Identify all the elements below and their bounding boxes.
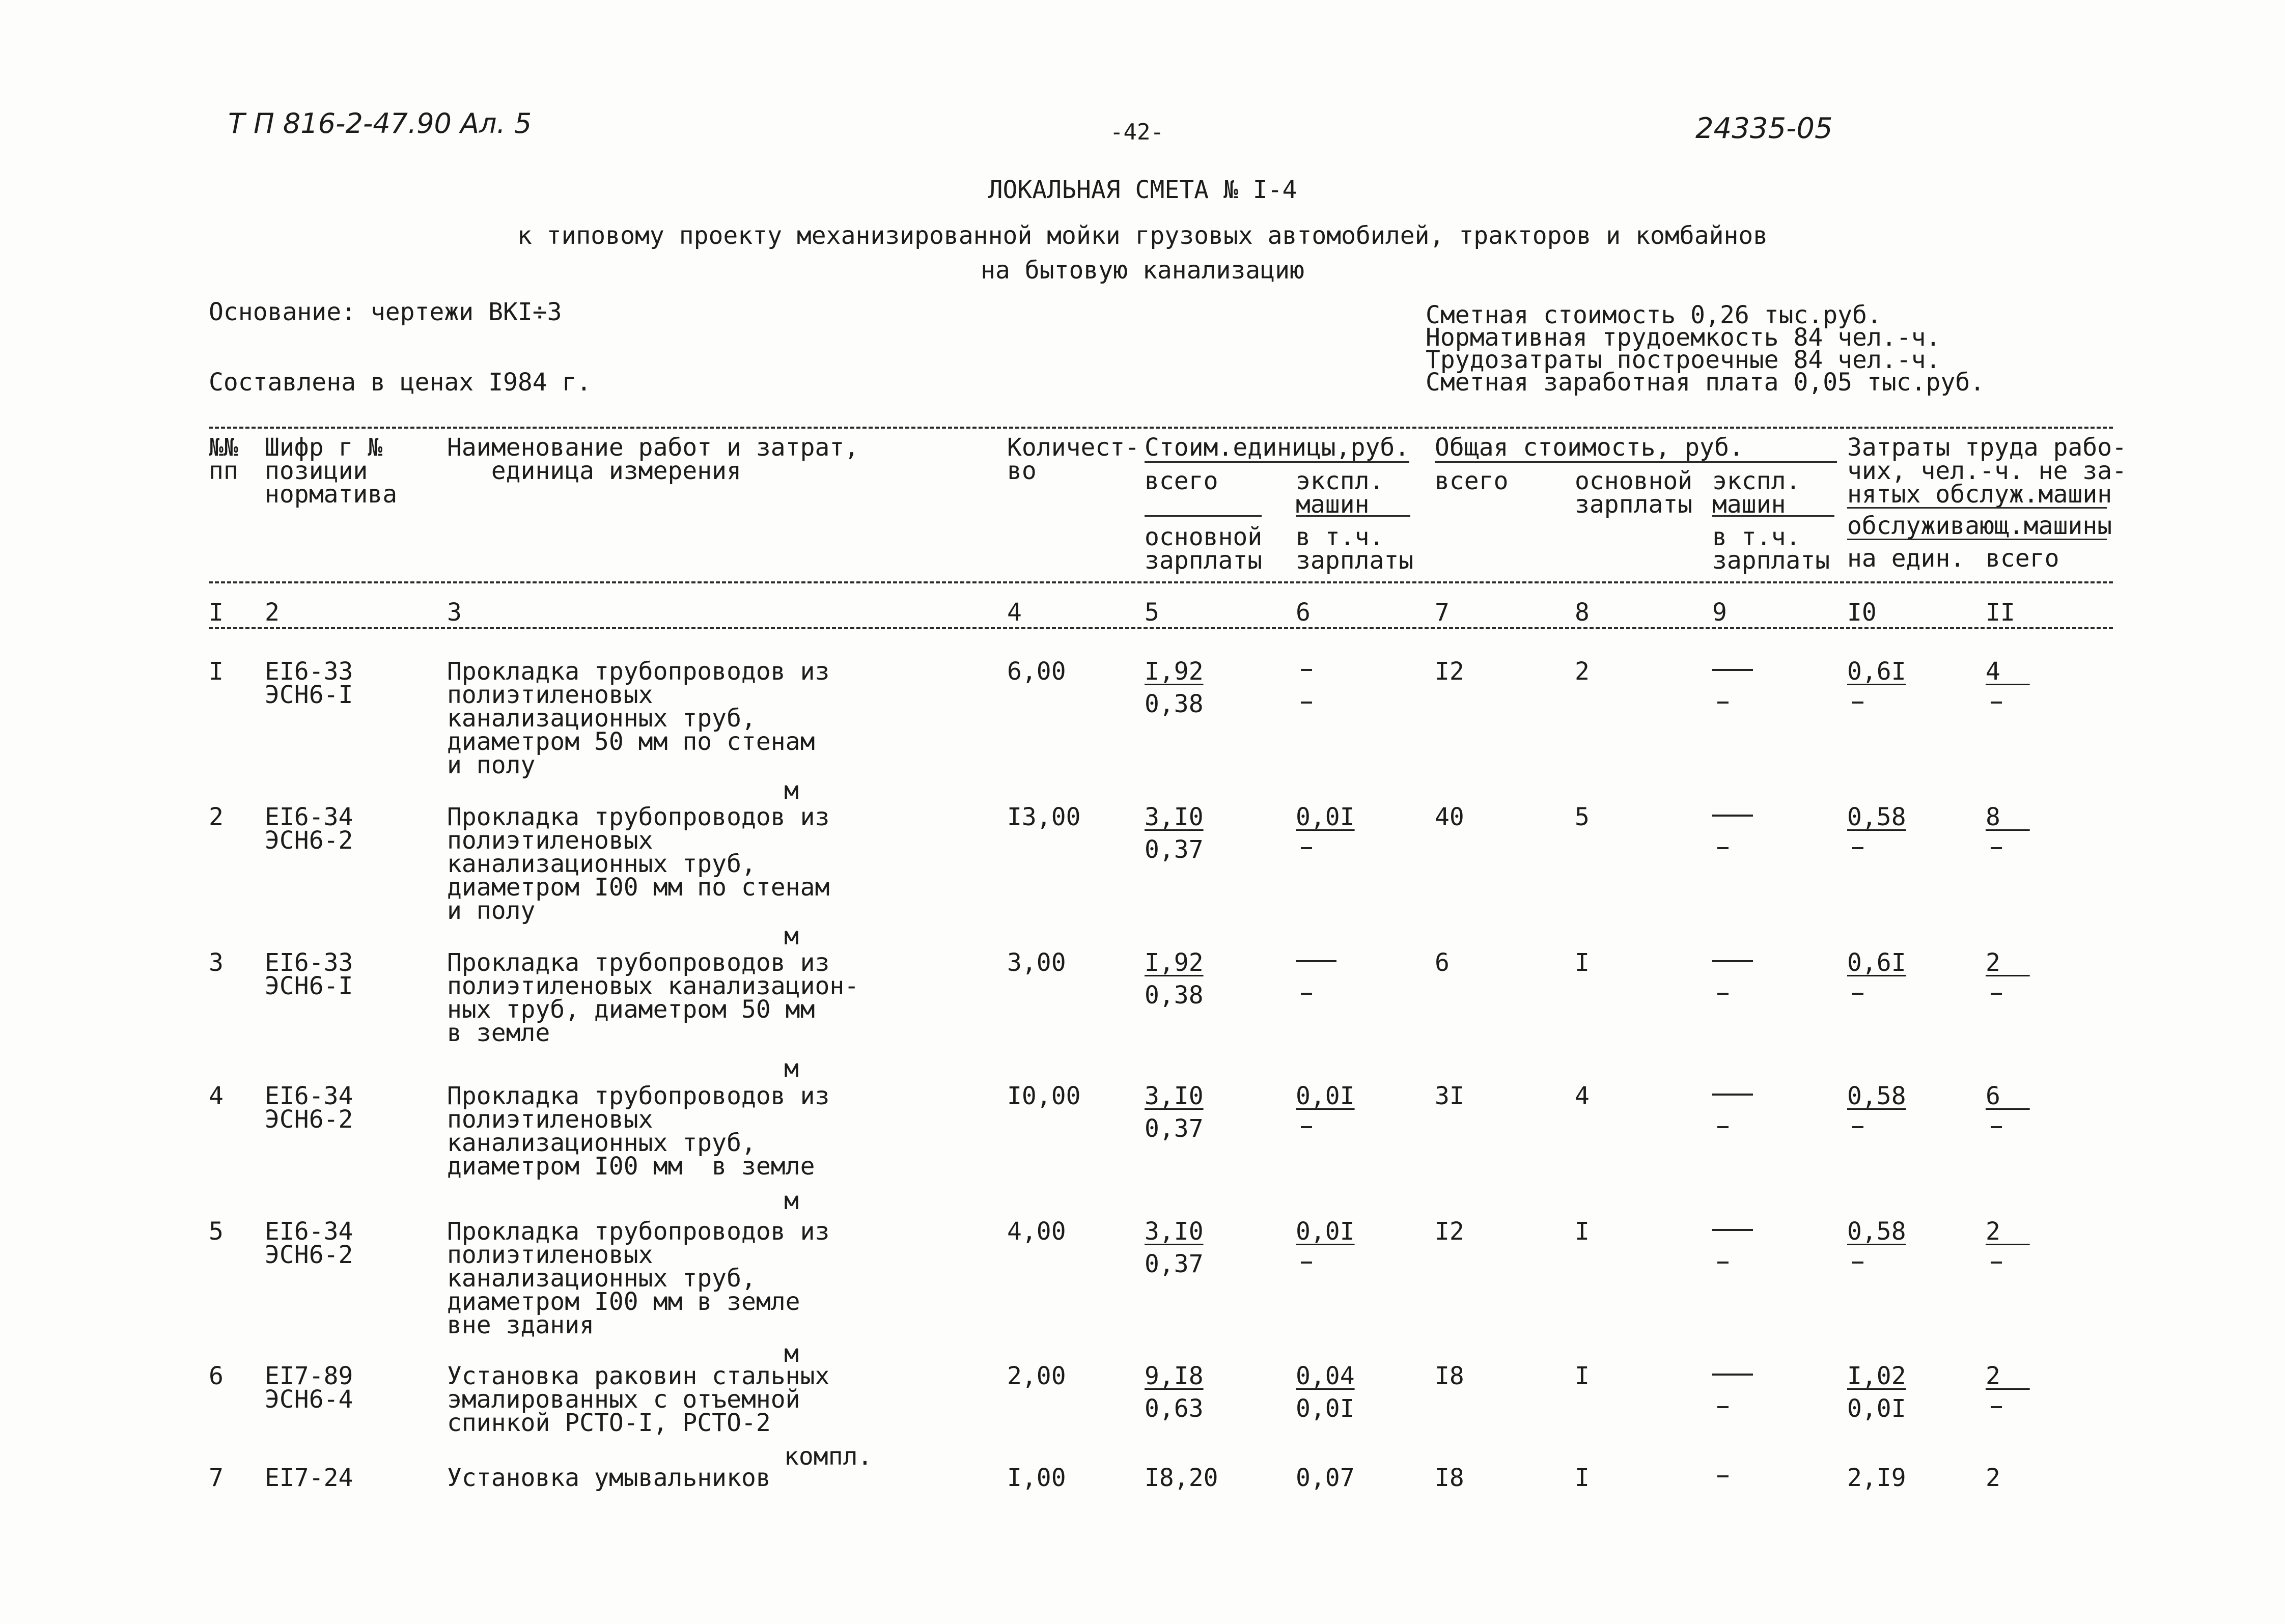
row-total-wage: I xyxy=(1575,1464,1590,1492)
row-unit-machine-wage xyxy=(1301,847,1312,849)
row-labor-total: 8 xyxy=(1986,803,2030,831)
row-unit-machine-cost: 0,0I xyxy=(1296,1082,1355,1110)
row-labor-unit: I,02 xyxy=(1847,1362,1906,1390)
row-unit-cost-total: 9,I8 xyxy=(1145,1362,1204,1390)
row-total-machine-wage xyxy=(1717,993,1729,995)
column-number: II xyxy=(1986,598,2015,627)
row-total-machine-cost xyxy=(1712,960,1753,962)
row-labor-total-machine xyxy=(1991,847,2002,849)
row-labor-total-machine xyxy=(1991,1406,2002,1408)
row-labor-total: 2 xyxy=(1986,948,2030,977)
row-total-wage: 5 xyxy=(1575,803,1590,831)
row-unit: м xyxy=(784,776,799,805)
column-numbers-rule xyxy=(209,627,2113,629)
row-unit-machine-cost: 0,07 xyxy=(1296,1464,1355,1492)
row-code: ЕI7-24 xyxy=(265,1464,353,1492)
column-number: 3 xyxy=(447,598,462,627)
row-work-name: Прокладка трубопроводов из полиэтиленовых канализационных труб, диаметром I00 мм в земле xyxy=(447,1082,830,1181)
row-work-name: Установка раковин стальных эмалированных с отъемной спинкой РСТО-I, РСТО-2 xyxy=(447,1362,830,1437)
col-header-code: Шифр г № позиции норматива xyxy=(265,433,398,509)
col-header-qty: Количест- во xyxy=(1007,433,1140,485)
estimate-subtitle-line1: к типовому проекту механизированной мойки грузовых автомобилей, тракторов и комбайнов xyxy=(517,221,1768,250)
row-labor-total-machine xyxy=(1991,1126,2002,1128)
archive-number: 24335-05 xyxy=(1695,112,1833,145)
row-unit: м xyxy=(784,1339,799,1368)
row-quantity: I,00 xyxy=(1007,1464,1066,1492)
row-total-machine-cost xyxy=(1712,1229,1753,1231)
col-header-total: всего xyxy=(1435,467,1509,495)
row-quantity: 3,00 xyxy=(1007,948,1066,977)
row-code: ЕI6-34 ЭСН6-2 xyxy=(265,1217,353,1269)
total-machine-rule xyxy=(1712,515,1834,517)
row-total-machine-wage xyxy=(1717,702,1729,704)
row-unit-machine-wage xyxy=(1301,1262,1312,1264)
col-header-labor-unit: на един. xyxy=(1847,544,1965,573)
row-labor-total: 2 xyxy=(1986,1362,2030,1390)
row-total-cost: I8 xyxy=(1435,1464,1464,1492)
row-labor-total: 2 xyxy=(1986,1464,2000,1492)
row-labor-unit: 2,I9 xyxy=(1847,1464,1906,1492)
row-code: ЕI6-34 ЭСН6-2 xyxy=(265,803,353,855)
labor-group-rule xyxy=(1847,507,2107,509)
col-group-labor: Затраты труда рабо- чих, чел.-ч. не за- нятых обслуж.машин xyxy=(1847,433,2127,509)
row-unit-cost-wage: 0,63 xyxy=(1145,1394,1204,1423)
row-work-name: Прокладка трубопроводов из полиэтиленовых канализацион- ных труб, диаметром 50 мм в земле xyxy=(447,948,859,1047)
row-quantity: 2,00 xyxy=(1007,1362,1066,1390)
row-unit-cost-total: 3,I0 xyxy=(1145,1217,1204,1246)
row-total-wage: I xyxy=(1575,1217,1590,1246)
page-number: -42- xyxy=(1110,119,1164,145)
col-header-labor-total: всего xyxy=(1986,544,2059,573)
row-total-machine-cost xyxy=(1717,1475,1729,1477)
row-quantity: I0,00 xyxy=(1007,1082,1081,1110)
row-work-name: Прокладка трубопроводов из полиэтиленовых канализационных труб, диаметром 50 мм по стенам и полу xyxy=(447,657,830,779)
row-labor-total-machine xyxy=(1991,702,2002,704)
row-total-cost: I2 xyxy=(1435,657,1464,686)
row-unit-machine-cost xyxy=(1296,960,1336,962)
row-labor-total-machine xyxy=(1991,993,2002,995)
row-labor-unit-machine xyxy=(1852,1262,1863,1264)
col-header-labor-machines: обслуживающ.машины xyxy=(1847,512,2112,540)
row-labor-unit-machine xyxy=(1852,847,1863,849)
row-labor-unit: 0,6I xyxy=(1847,948,1906,977)
row-unit-cost-total: I8,20 xyxy=(1145,1464,1218,1492)
column-number: 5 xyxy=(1145,598,1159,627)
row-unit-machine-cost: 0,04 xyxy=(1296,1362,1355,1390)
row-total-cost: 40 xyxy=(1435,803,1464,831)
column-number: I0 xyxy=(1847,598,1877,627)
header-top-rule xyxy=(209,427,2113,429)
row-total-machine-cost xyxy=(1712,1094,1753,1096)
unit-total-rule xyxy=(1145,515,1262,517)
row-total-machine-cost xyxy=(1712,1374,1753,1376)
row-unit: м xyxy=(784,922,799,950)
row-labor-unit-machine xyxy=(1852,993,1863,995)
column-number: I xyxy=(209,598,224,627)
row-unit-machine-cost: 0,0I xyxy=(1296,1217,1355,1246)
prices-text: Составлена в ценах I984 г. xyxy=(209,368,592,397)
col-group-total-cost: Общая стоимость, руб. xyxy=(1435,433,1744,462)
column-number: 8 xyxy=(1575,598,1590,627)
row-number: I xyxy=(209,657,224,686)
col-header-total-machine-wage: в т.ч. зарплаты xyxy=(1712,523,1830,575)
row-unit: м xyxy=(784,1054,799,1083)
row-unit-cost-total: I,92 xyxy=(1145,657,1204,686)
row-unit-machine-cost: 0,0I xyxy=(1296,803,1355,831)
row-work-name: Прокладка трубопроводов из полиэтиленовых канализационных труб, диаметром I00 мм по стенам и полу xyxy=(447,803,830,925)
row-labor-unit: 0,58 xyxy=(1847,803,1906,831)
row-code: ЕI6-33 ЭСН6-I xyxy=(265,948,353,1000)
row-unit-cost-total: 3,I0 xyxy=(1145,1082,1204,1110)
unit-cost-group-rule xyxy=(1145,461,1409,463)
header-bottom-rule xyxy=(209,581,2113,583)
row-unit: компл. xyxy=(784,1442,873,1471)
labor-norm: Нормативная трудоемкость 84 чел.-ч. xyxy=(1426,323,1941,352)
wage-text: Сметная заработная плата 0,05 тыс.руб. xyxy=(1426,368,1985,397)
estimated-cost: Сметная стоимость 0,26 тыс.руб. xyxy=(1426,301,1882,329)
row-code: ЕI6-33 ЭСН6-I xyxy=(265,657,353,709)
row-unit-machine-cost xyxy=(1301,669,1312,671)
row-number: 4 xyxy=(209,1082,224,1110)
row-unit: м xyxy=(784,1187,799,1215)
column-number: 7 xyxy=(1435,598,1450,627)
row-total-cost: I8 xyxy=(1435,1362,1464,1390)
row-total-wage: 2 xyxy=(1575,657,1590,686)
row-total-cost: I2 xyxy=(1435,1217,1464,1246)
row-number: 7 xyxy=(209,1464,224,1492)
column-number: 4 xyxy=(1007,598,1022,627)
col-header-name: Наименование работ и затрат, единица измерения xyxy=(447,433,859,485)
col-group-unit-cost: Стоим.единицы,руб. xyxy=(1145,433,1410,462)
col-header-unit-machine: экспл. машин xyxy=(1296,467,1384,519)
row-work-name: Прокладка трубопроводов из полиэтиленовых канализационных труб, диаметром I00 мм в земле вне здания xyxy=(447,1217,830,1339)
row-total-machine-wage xyxy=(1717,1406,1729,1408)
col-header-unit-total: всего xyxy=(1145,467,1218,495)
row-labor-unit-machine: 0,0I xyxy=(1847,1394,1906,1423)
row-total-machine-wage xyxy=(1717,1262,1729,1264)
row-labor-total: 4 xyxy=(1986,657,2030,686)
row-total-machine-cost xyxy=(1712,815,1753,817)
row-unit-cost-wage: 0,37 xyxy=(1145,1250,1204,1278)
row-total-machine-wage xyxy=(1717,847,1729,849)
row-number: 6 xyxy=(209,1362,224,1390)
estimate-subtitle-line2: на бытовую канализацию xyxy=(981,256,1304,285)
total-cost-group-rule xyxy=(1435,461,1837,463)
row-work-name: Установка умывальников xyxy=(447,1464,771,1492)
col-header-unit-wage: основной зарплаты xyxy=(1145,523,1263,575)
row-number: 2 xyxy=(209,803,224,831)
row-labor-unit-machine xyxy=(1852,1126,1863,1128)
row-labor-unit: 0,58 xyxy=(1847,1082,1906,1110)
column-number: 9 xyxy=(1712,598,1727,627)
row-number: 3 xyxy=(209,948,224,977)
row-total-wage: I xyxy=(1575,1362,1590,1390)
row-total-machine-wage xyxy=(1717,1126,1729,1128)
row-total-wage: I xyxy=(1575,948,1590,977)
estimate-title: ЛОКАЛЬНАЯ СМЕТА № I-4 xyxy=(988,176,1297,204)
row-labor-unit: 0,6I xyxy=(1847,657,1906,686)
row-labor-total: 6 xyxy=(1986,1082,2030,1110)
col-header-num: №№ пп xyxy=(209,433,238,485)
row-labor-unit-machine xyxy=(1852,702,1863,704)
document-code: Т П 816-2-47.90 Ал. 5 xyxy=(228,107,532,139)
row-total-cost: 3I xyxy=(1435,1082,1464,1110)
row-quantity: 4,00 xyxy=(1007,1217,1066,1246)
row-total-wage: 4 xyxy=(1575,1082,1590,1110)
unit-machine-rule xyxy=(1296,515,1410,517)
row-unit-cost-wage: 0,38 xyxy=(1145,981,1204,1010)
row-unit-machine-wage: 0,0I xyxy=(1296,1394,1355,1423)
row-unit-machine-wage xyxy=(1301,993,1312,995)
row-unit-cost-total: 3,I0 xyxy=(1145,803,1204,831)
row-unit-machine-wage xyxy=(1301,702,1312,704)
row-unit-cost-wage: 0,38 xyxy=(1145,690,1204,718)
labor-machines-rule xyxy=(1847,539,2107,540)
col-header-unit-machine-wage: в т.ч. зарплаты xyxy=(1296,523,1414,575)
column-number: 6 xyxy=(1296,598,1311,627)
row-labor-unit: 0,58 xyxy=(1847,1217,1906,1246)
row-code: ЕI7-89 ЭСН6-4 xyxy=(265,1362,353,1414)
col-header-total-wage: основной зарплаты xyxy=(1575,467,1693,519)
col-header-total-machine: экспл. машин xyxy=(1712,467,1801,519)
row-unit-cost-wage: 0,37 xyxy=(1145,1114,1204,1143)
row-unit-machine-wage xyxy=(1301,1126,1312,1128)
row-total-machine-cost xyxy=(1712,669,1753,671)
row-labor-total: 2 xyxy=(1986,1217,2030,1246)
row-quantity: I3,00 xyxy=(1007,803,1081,831)
row-labor-total-machine xyxy=(1991,1262,2002,1264)
row-unit-cost-total: I,92 xyxy=(1145,948,1204,977)
row-number: 5 xyxy=(209,1217,224,1246)
row-total-cost: 6 xyxy=(1435,948,1450,977)
row-code: ЕI6-34 ЭСН6-2 xyxy=(265,1082,353,1134)
basis-text: Основание: чертежи ВКI÷3 xyxy=(209,298,562,326)
column-number: 2 xyxy=(265,598,280,627)
row-unit-cost-wage: 0,37 xyxy=(1145,835,1204,864)
row-quantity: 6,00 xyxy=(1007,657,1066,686)
labor-build: Трудозатраты построечные 84 чел.-ч. xyxy=(1426,346,1941,374)
